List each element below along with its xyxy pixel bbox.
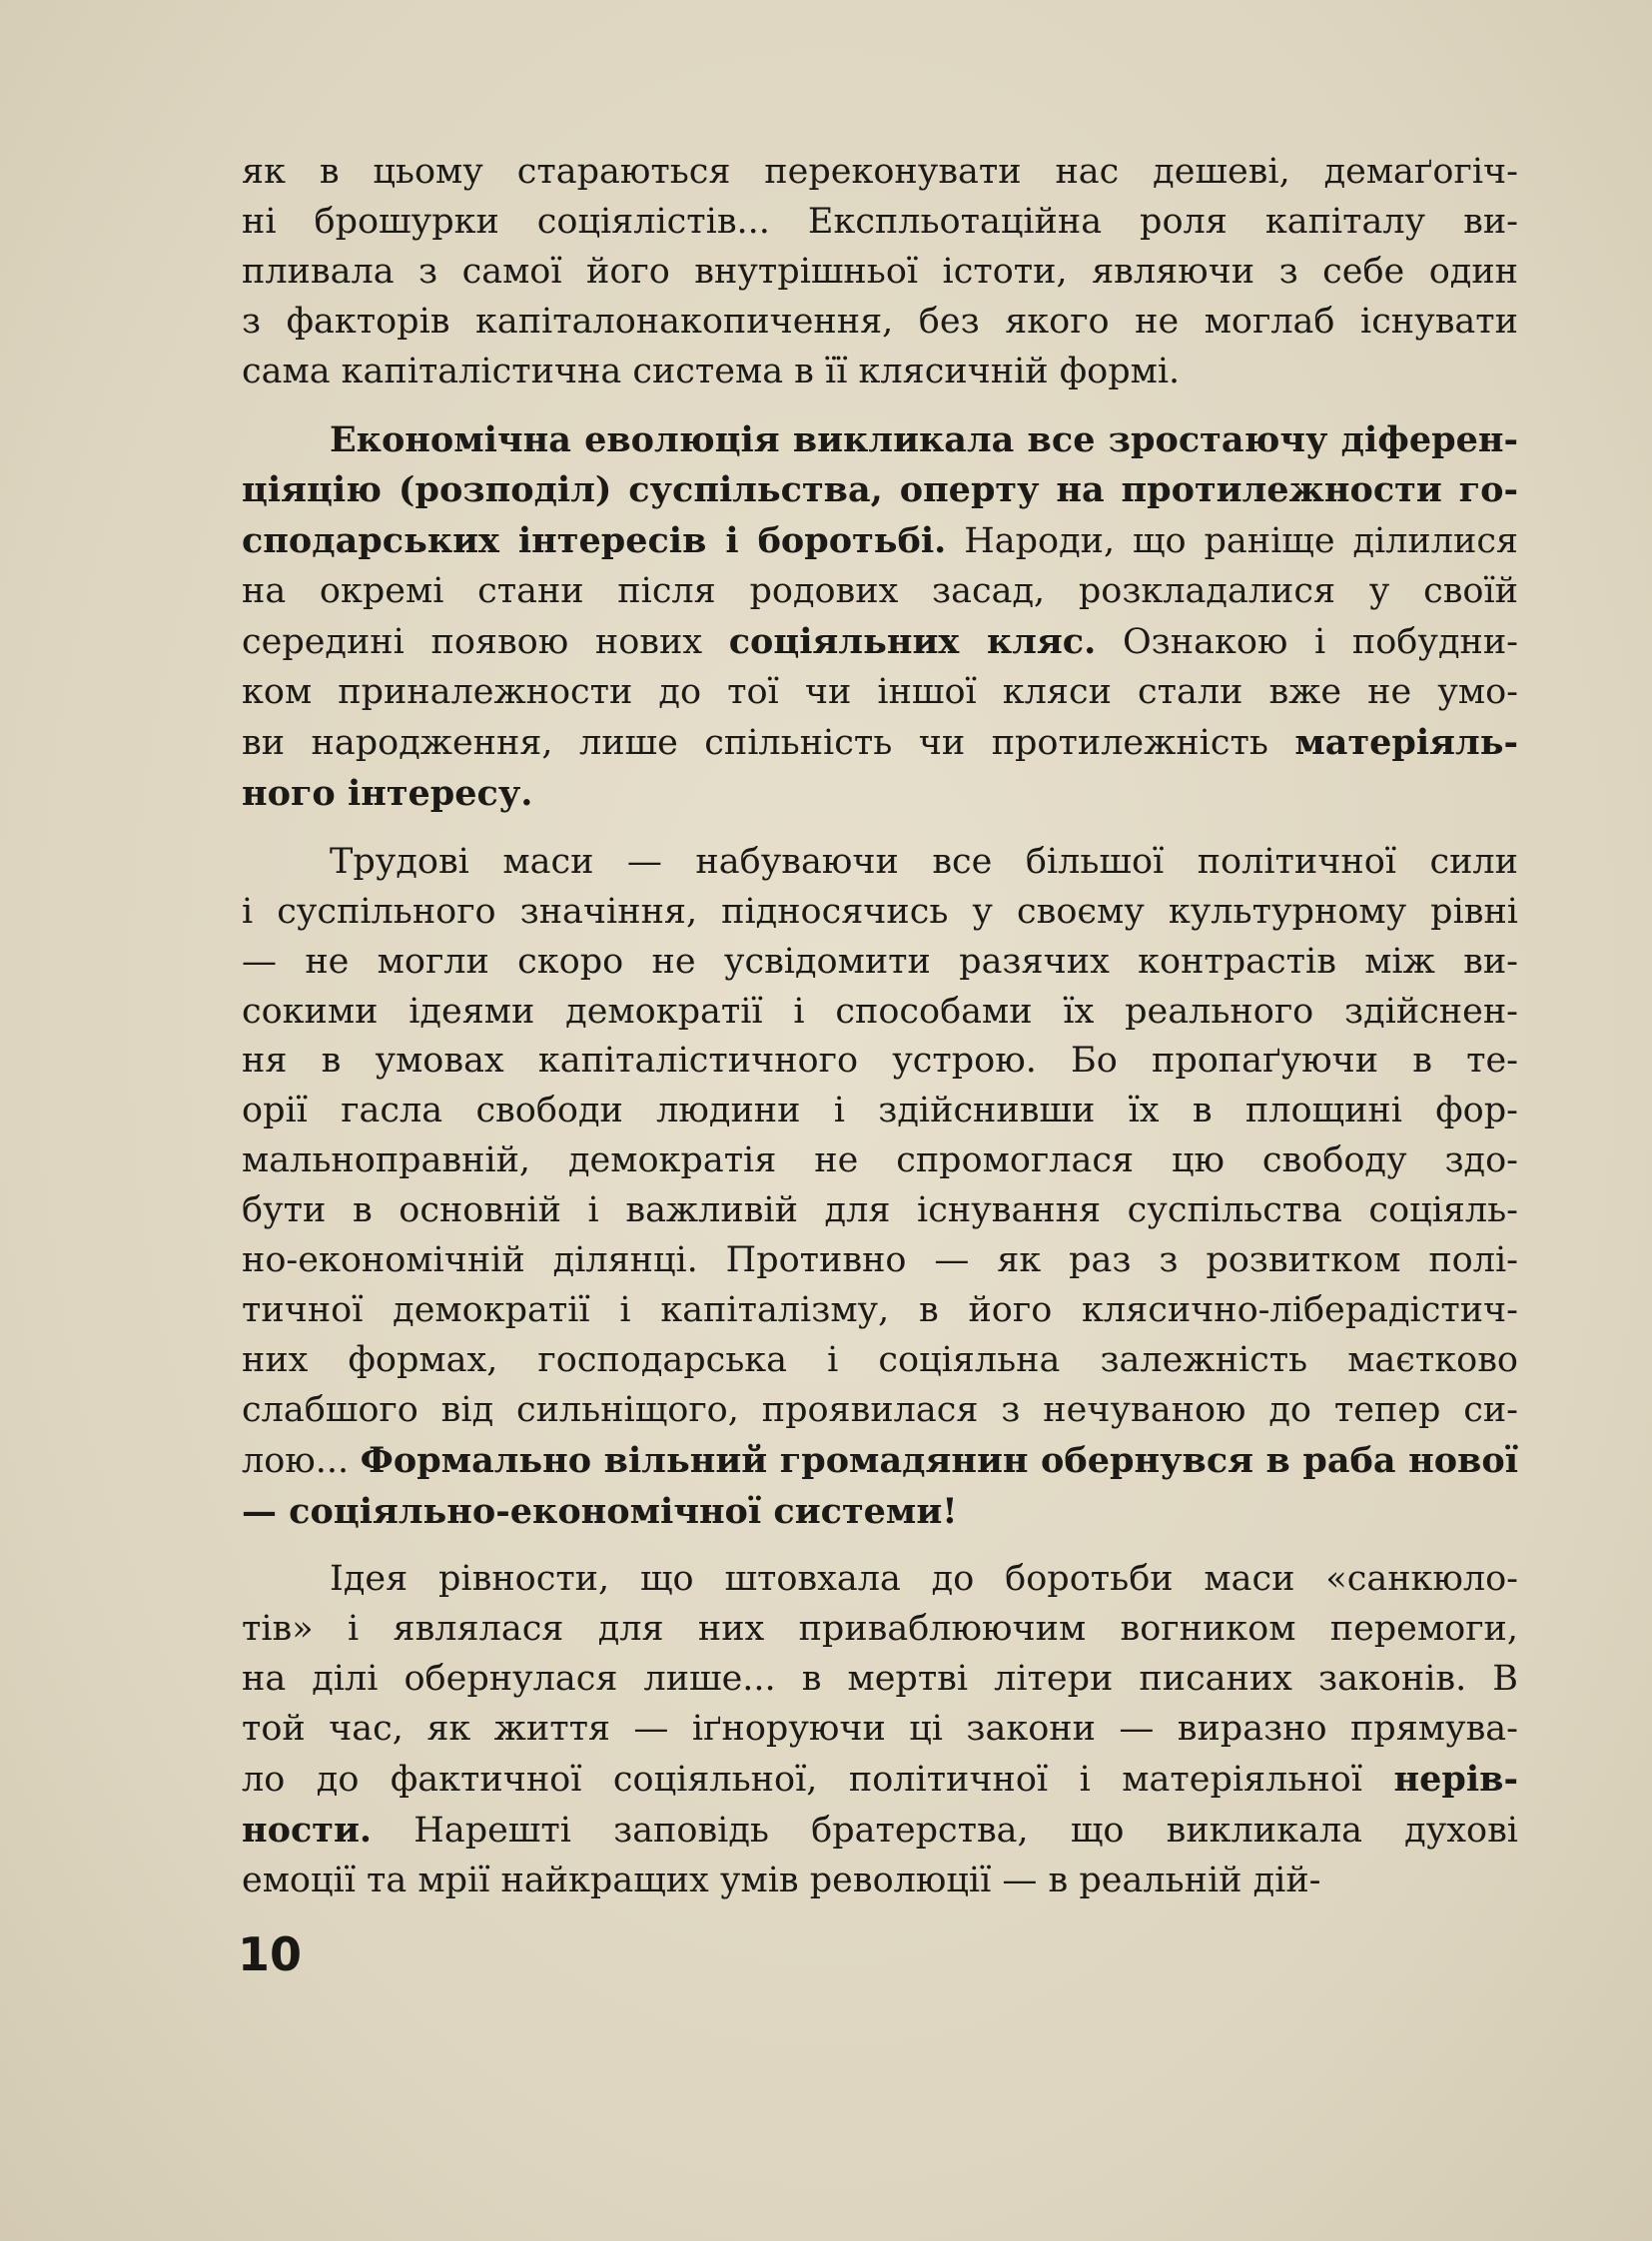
- bold-text-run: ности.: [242, 1810, 373, 1851]
- text-line: [242, 938, 1518, 988]
- text-run: тів» і являлася для них приваблюючим вогником перемоги,: [242, 1609, 1518, 1650]
- text-run: мальноправній, демократія не спромоглася цю свободу здо-: [242, 1140, 1518, 1181]
- text-line: [242, 1755, 1518, 1806]
- text-run: на окремі стани після родових засад, розкладалися у своїй: [242, 571, 1518, 612]
- text-run: Трудові маси — набуваючи все більшої політичної сили: [330, 841, 1518, 882]
- text-line: [242, 1037, 1518, 1087]
- bold-text-run: ного інтересу.: [242, 772, 533, 814]
- text-line: [242, 1857, 1518, 1906]
- text-line: [242, 1186, 1518, 1236]
- bold-text-run: сподарських інтересів і боротьбі.: [242, 520, 947, 562]
- text-line: [242, 198, 1518, 248]
- text-line: [242, 668, 1518, 718]
- paragraph: [242, 838, 1518, 1538]
- bold-text-run: матеріяль-: [1294, 721, 1518, 763]
- bold-text-run: Економічна еволюція викликала все зростаючу діферен-: [330, 418, 1518, 460]
- bold-text-run: ціяцію (розподіл) суспільства, оперту на протилежности го-: [242, 469, 1518, 511]
- text-run: ня в умовах капіталістичного устрою. Бо пропаґуючи в те-: [242, 1041, 1518, 1082]
- text-line: [242, 1806, 1518, 1857]
- text-run: ні брошурки соціялістів... Експльотаційна роля капіталу ви-: [242, 201, 1518, 242]
- bold-text-run: Формально вільний громадянин обернувся в раба нової: [360, 1439, 1518, 1481]
- text-run: середині появою нових: [242, 622, 729, 663]
- text-run: сама капіталістична система в її клясичній формі.: [242, 351, 1181, 391]
- bold-text-run: нерів-: [1393, 1759, 1518, 1801]
- text-run: но-економічній ділянці. Противно — як раз з розвитком полі-: [242, 1240, 1518, 1281]
- text-line: [242, 298, 1518, 348]
- text-line: [242, 1386, 1518, 1436]
- text-run: той час, як життя — іґноруючи ці закони — виразно прямува-: [242, 1709, 1518, 1750]
- text-line: [242, 718, 1518, 769]
- text-line: [242, 1605, 1518, 1655]
- text-line: [242, 516, 1518, 567]
- text-run: як в цьому стараються переконувати нас дешеві, демаґогіч-: [242, 152, 1518, 192]
- text-line: [242, 1136, 1518, 1186]
- text-line: [242, 888, 1518, 938]
- text-run: Ознакою і побудни-: [1096, 622, 1518, 663]
- text-line: [242, 769, 1518, 820]
- text-run: них формах, господарська і соціяльна залежність маєтково: [242, 1339, 1518, 1380]
- text-run: тичної демократії і капіталізму, в його клясично-ліберадістич-: [242, 1289, 1518, 1330]
- text-line: [242, 465, 1518, 516]
- text-run: ви народження, лише спільність чи протилежність: [242, 722, 1295, 763]
- text-line: [242, 1436, 1518, 1487]
- text-run: слабшого від сильніщого, проявилася з нечуваною до тепер си-: [242, 1389, 1518, 1430]
- text-line: [242, 1555, 1518, 1605]
- text-line: [242, 838, 1518, 888]
- paragraph: [242, 148, 1518, 397]
- text-run: бути в основній і важливій для існування суспільства соціяль-: [242, 1190, 1518, 1231]
- text-line: [242, 348, 1518, 397]
- text-line: [242, 567, 1518, 617]
- text-run: Ідея рівности, що штовхала до боротьби маси «санкюло-: [330, 1559, 1518, 1600]
- text-line: [242, 1087, 1518, 1136]
- text-line: [242, 1705, 1518, 1755]
- bold-text-run: — соціяльно-економічної системи!: [242, 1490, 958, 1532]
- text-line: [242, 1487, 1518, 1538]
- text-line: [242, 1236, 1518, 1286]
- text-run: сокими ідеями демократії і способами їх реального здійснен-: [242, 991, 1518, 1032]
- text-run: орії гасла свободи людини і здійснивши їх в площині фор-: [242, 1091, 1518, 1131]
- text-run: ло до фактичної соціяльної, політичної і матеріяльної: [242, 1760, 1394, 1801]
- text-line: [242, 1336, 1518, 1386]
- text-line: [242, 617, 1518, 668]
- text-line: [242, 148, 1518, 198]
- paragraph: [242, 1555, 1518, 1905]
- text-line: [242, 415, 1518, 466]
- text-run: — не могли скоро не усвідомити разячих контрастів між ви-: [242, 941, 1518, 982]
- text-line: [242, 1655, 1518, 1705]
- page-number: 10: [238, 1927, 303, 1981]
- text-run: на ділі обернулася лише... в мертві літери писаних законів. В: [242, 1659, 1518, 1700]
- text-line: [242, 988, 1518, 1038]
- text-run: і суспільного значіння, підносячись у своєму культурному рівні: [242, 891, 1518, 932]
- text-run: Нарешті заповідь братерства, що викликала духові: [372, 1811, 1518, 1851]
- text-run: лою...: [242, 1440, 361, 1481]
- text-run: з факторів капіталонакопичення, без якого не моглаб існувати: [242, 301, 1518, 342]
- text-line: [242, 248, 1518, 298]
- text-run: Народи, що раніще ділилися: [946, 521, 1518, 562]
- text-line: [242, 1286, 1518, 1336]
- body-text: [242, 148, 1518, 1906]
- text-run: емоції та мрії найкращих умів революції — в реальній дій-: [242, 1860, 1321, 1900]
- paragraph: [242, 415, 1518, 820]
- text-run: ком приналежности до тої чи іншої кляси стали вже не умо-: [242, 672, 1518, 713]
- bold-text-run: соціяльних кляс.: [728, 621, 1097, 663]
- text-run: пливала з самої його внутрішньої істоти, являючи з себе один: [242, 251, 1518, 292]
